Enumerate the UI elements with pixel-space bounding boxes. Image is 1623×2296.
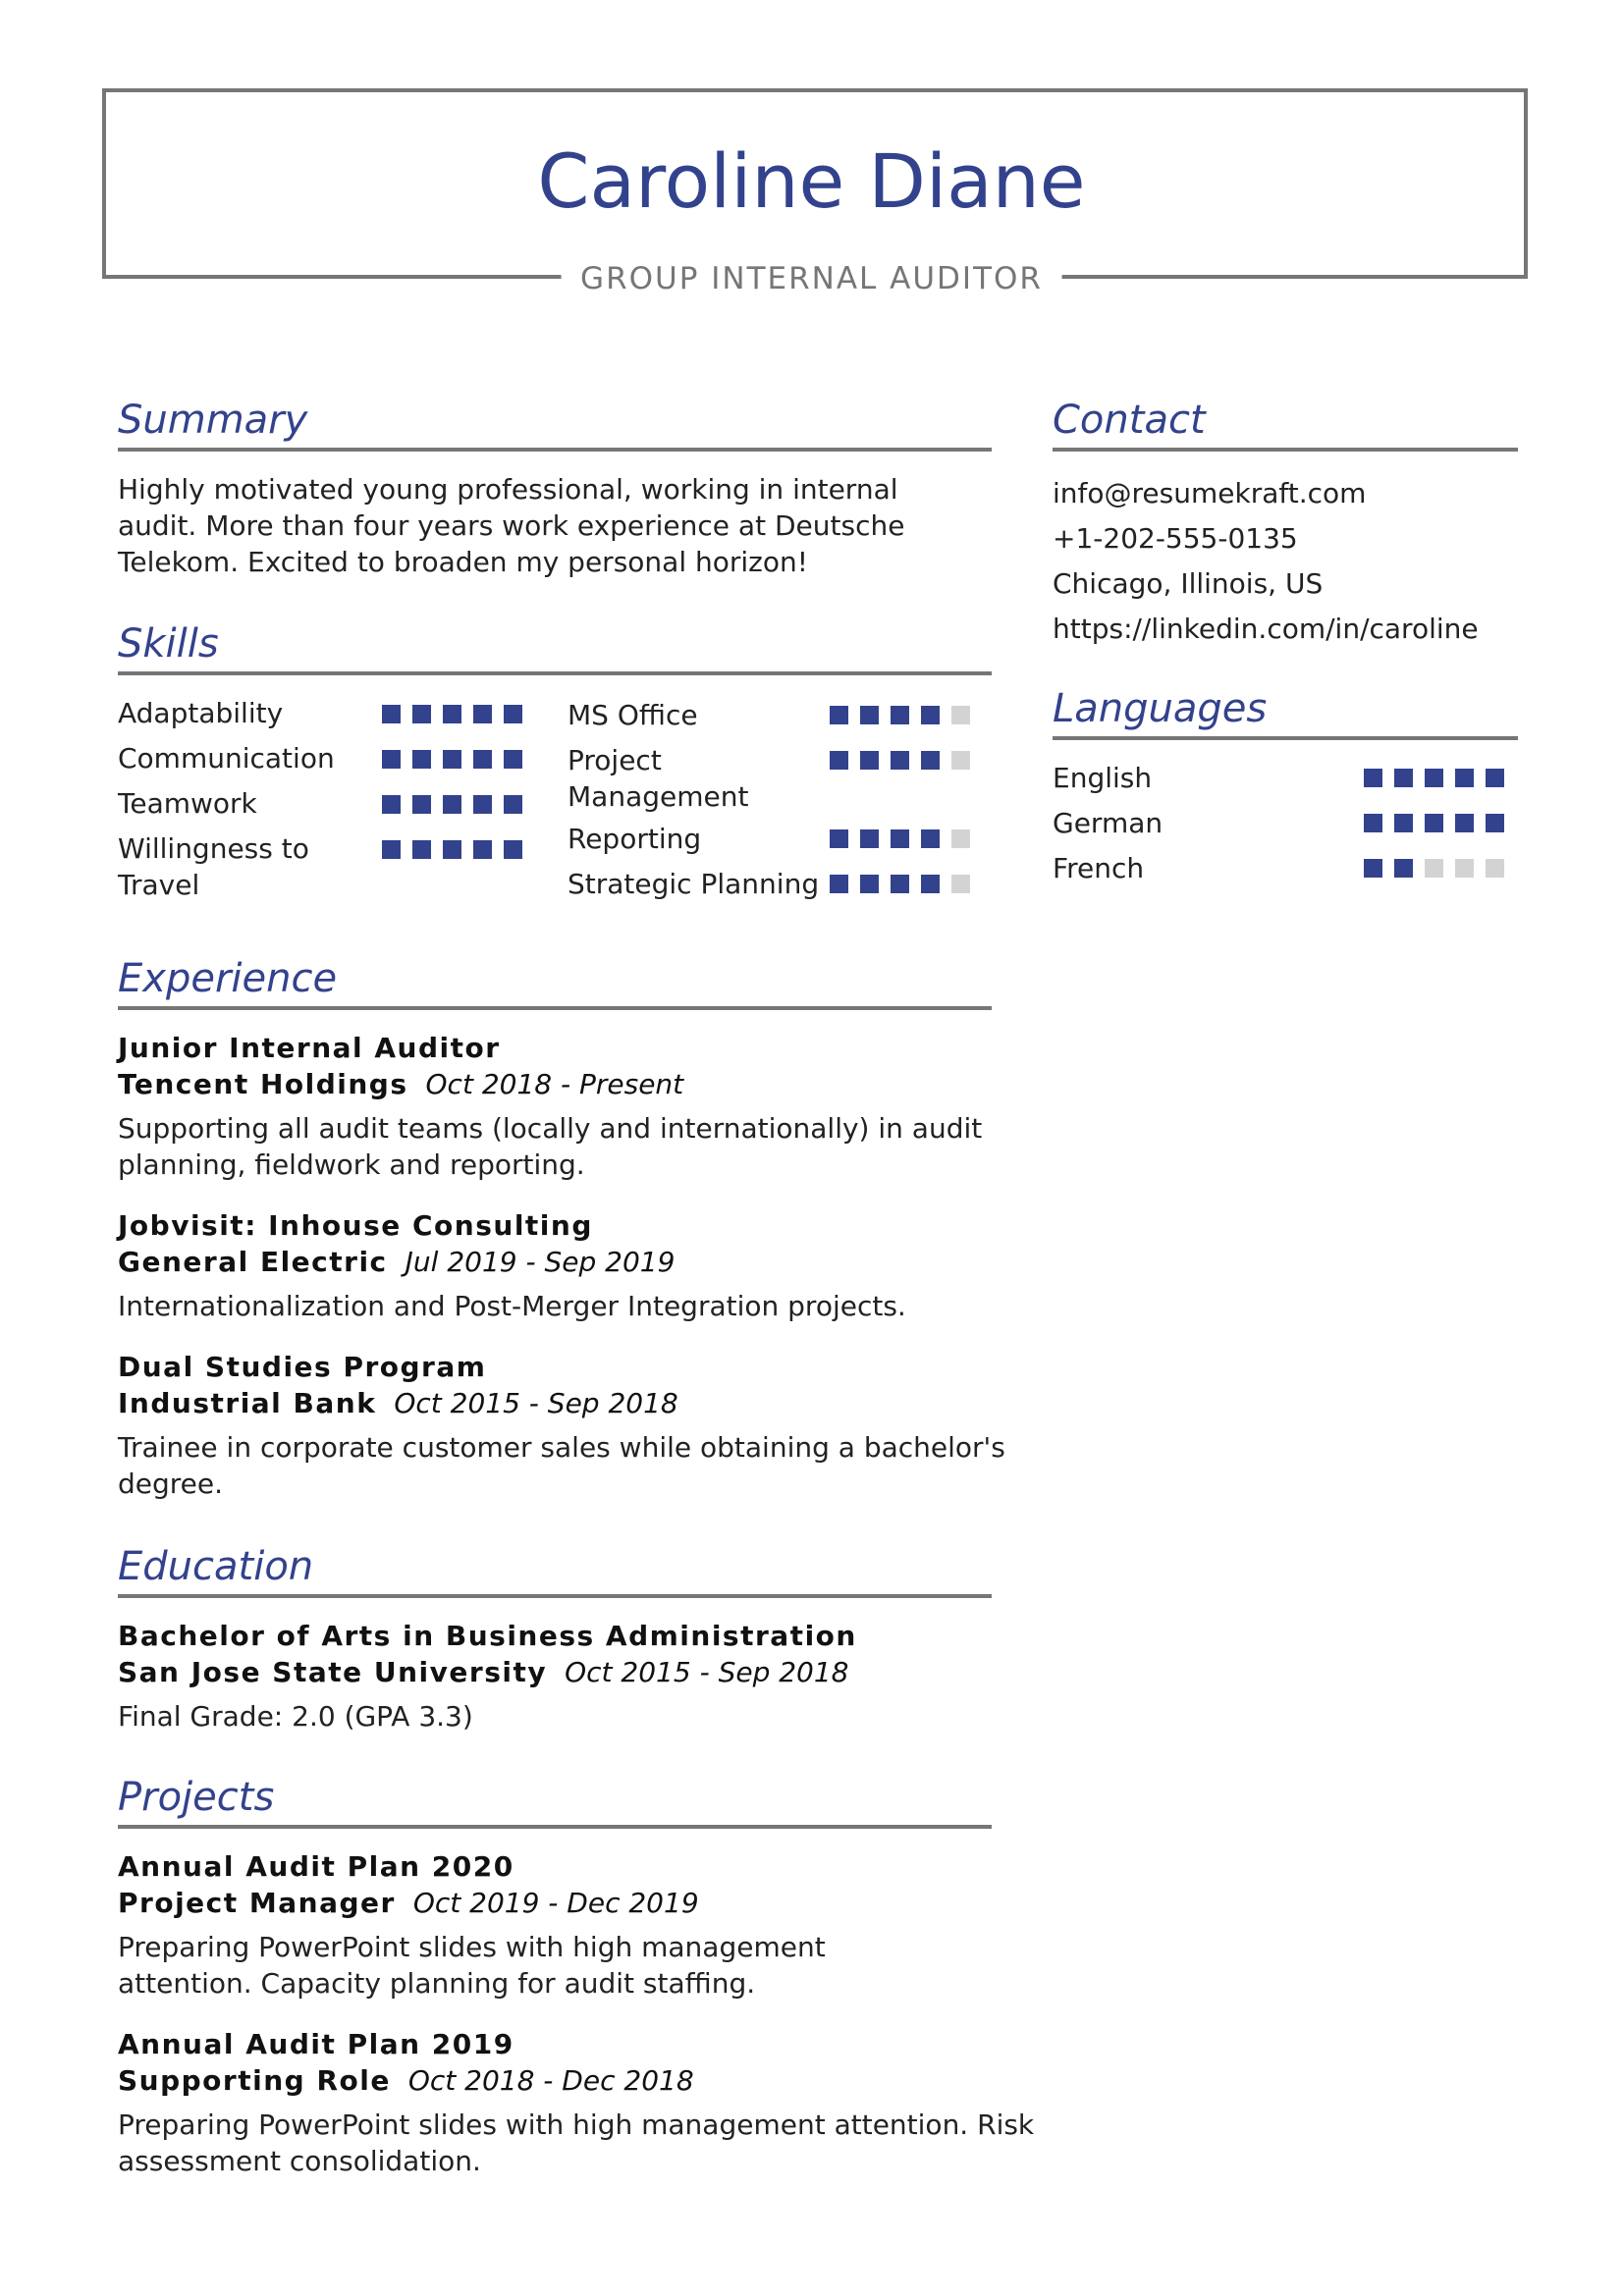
languages-rule xyxy=(1053,736,1518,740)
rating-square-filled xyxy=(473,840,492,859)
contact-linkedin[interactable]: https://linkedin.com/in/caroline xyxy=(1053,613,1479,645)
entry-line: Internationalization and Post-Merger Integration projects. xyxy=(118,1290,906,1322)
skill-item xyxy=(118,785,257,822)
entry-org: Project Manager xyxy=(118,1887,396,1919)
rating-square-filled xyxy=(921,706,940,724)
language-rating xyxy=(1364,769,1504,787)
languages-heading: Languages xyxy=(1053,686,1268,731)
entry-line: Trainee in corporate customer sales while obtaining a bachelor's xyxy=(118,1431,1005,1464)
language-name: English xyxy=(1053,762,1153,794)
rating-square-filled xyxy=(473,750,492,769)
summary-line: audit. More than four years work experience at Deutsche xyxy=(118,509,905,542)
education-entry xyxy=(118,1618,857,1735)
rating-square-filled xyxy=(830,875,848,893)
contact-location: Chicago, Illinois, US xyxy=(1053,567,1324,600)
skill-rating xyxy=(382,750,522,769)
entry-date: Oct 2015 - Sep 2018 xyxy=(394,1387,678,1419)
skill-rating xyxy=(830,875,970,893)
rating-square-filled xyxy=(1425,814,1443,832)
entry-line: Preparing PowerPoint slides with high management xyxy=(118,1931,826,1963)
contact-rule xyxy=(1053,448,1518,452)
experience-rule xyxy=(118,1006,992,1010)
rating-square-filled xyxy=(1425,769,1443,787)
rating-square-filled xyxy=(412,750,431,769)
entry-line: degree. xyxy=(118,1468,224,1500)
rating-square-filled xyxy=(504,840,522,859)
entry-title: Annual Audit Plan 2019 xyxy=(118,2028,514,2060)
skill-name: Willingness to xyxy=(118,832,309,865)
rating-square-filled xyxy=(921,751,940,770)
entry-line: Preparing PowerPoint slides with high management attention. Risk xyxy=(118,2109,1035,2141)
summary-rule xyxy=(118,448,992,452)
entry-org: Supporting Role xyxy=(118,2064,391,2097)
rating-square-filled xyxy=(921,875,940,893)
project-entry xyxy=(118,1848,826,2002)
entry-org: San Jose State University xyxy=(118,1656,548,1688)
rating-square-empty xyxy=(951,875,970,893)
contact-heading: Contact xyxy=(1053,398,1206,443)
entry-line: planning, fieldwork and reporting. xyxy=(118,1148,585,1181)
skill-name: Strategic Planning xyxy=(568,868,820,900)
rating-square-filled xyxy=(412,795,431,814)
rating-square-empty xyxy=(951,751,970,770)
rating-square-filled xyxy=(1486,814,1504,832)
entry-org: General Electric xyxy=(118,1246,388,1278)
rating-square-filled xyxy=(860,706,879,724)
rating-square-filled xyxy=(1394,814,1413,832)
entry-title: Jobvisit: Inhouse Consulting xyxy=(118,1209,593,1242)
skill-item xyxy=(568,742,748,815)
skill-name: Project xyxy=(568,744,662,776)
rating-square-filled xyxy=(860,751,879,770)
rating-square-filled xyxy=(1364,769,1382,787)
entry-date: Oct 2019 - Dec 2019 xyxy=(412,1887,699,1919)
rating-square-filled xyxy=(830,706,848,724)
rating-square-filled xyxy=(1455,769,1474,787)
skill-rating xyxy=(382,840,522,859)
candidate-name: Caroline Diane xyxy=(537,137,1086,225)
rating-square-filled xyxy=(1486,769,1504,787)
experience-entry xyxy=(118,1030,982,1183)
experience-heading: Experience xyxy=(118,956,338,1001)
job-title: GROUP INTERNAL AUDITOR xyxy=(561,260,1062,297)
rating-square-filled xyxy=(443,795,461,814)
skill-name-cont: Travel xyxy=(118,869,200,901)
skill-name-cont: Management xyxy=(568,780,749,813)
education-heading: Education xyxy=(118,1544,314,1589)
entry-line: Final Grade: 2.0 (GPA 3.3) xyxy=(118,1700,473,1733)
skill-name: Reporting xyxy=(568,823,702,855)
rating-square-filled xyxy=(830,751,848,770)
rating-square-empty xyxy=(1486,859,1504,878)
entry-date: Oct 2015 - Sep 2018 xyxy=(565,1656,849,1688)
experience-entry xyxy=(118,1207,906,1324)
skill-item xyxy=(568,821,701,857)
entry-title: Annual Audit Plan 2020 xyxy=(118,1850,514,1883)
skill-rating xyxy=(382,795,522,814)
entry-line: assessment consolidation. xyxy=(118,2145,481,2177)
skill-name: Communication xyxy=(118,742,335,774)
language-name: French xyxy=(1053,852,1145,884)
entry-date: Jul 2019 - Sep 2019 xyxy=(405,1246,676,1278)
contact-phone[interactable]: +1-202-555-0135 xyxy=(1053,522,1298,555)
rating-square-filled xyxy=(443,840,461,859)
skill-name: MS Office xyxy=(568,699,698,731)
entry-date: Oct 2018 - Dec 2018 xyxy=(407,2064,694,2097)
rating-square-filled xyxy=(504,705,522,723)
education-rule xyxy=(118,1594,992,1598)
skill-rating xyxy=(382,705,522,723)
rating-square-filled xyxy=(504,750,522,769)
skill-rating xyxy=(830,829,970,848)
contact-email[interactable]: info@resumekraft.com xyxy=(1053,477,1367,509)
entry-line: Supporting all audit teams (locally and internationally) in audit xyxy=(118,1112,983,1145)
language-name: German xyxy=(1053,807,1163,839)
skill-rating xyxy=(830,706,970,724)
rating-square-filled xyxy=(412,705,431,723)
entry-org: Tencent Holdings xyxy=(118,1068,408,1100)
summary-text xyxy=(118,471,904,580)
projects-heading: Projects xyxy=(118,1775,275,1820)
skill-item xyxy=(118,740,335,776)
skills-rule xyxy=(118,671,992,675)
rating-square-empty xyxy=(951,706,970,724)
rating-square-empty xyxy=(951,829,970,848)
rating-square-empty xyxy=(1455,859,1474,878)
language-rating xyxy=(1364,859,1504,878)
skill-item xyxy=(118,830,309,903)
rating-square-filled xyxy=(860,829,879,848)
rating-square-filled xyxy=(860,875,879,893)
entry-title: Dual Studies Program xyxy=(118,1351,487,1383)
experience-entry xyxy=(118,1349,1005,1502)
skill-name: Teamwork xyxy=(118,787,257,820)
entry-title: Junior Internal Auditor xyxy=(118,1032,501,1064)
rating-square-filled xyxy=(891,751,909,770)
entry-org: Industrial Bank xyxy=(118,1387,377,1419)
summary-heading: Summary xyxy=(118,398,308,443)
rating-square-filled xyxy=(382,795,401,814)
skill-name: Adaptability xyxy=(118,697,284,729)
skill-item xyxy=(568,697,698,733)
rating-square-filled xyxy=(473,795,492,814)
skill-rating xyxy=(830,751,970,770)
entry-line: attention. Capacity planning for audit staffing. xyxy=(118,1967,756,2000)
rating-square-filled xyxy=(1364,814,1382,832)
rating-square-filled xyxy=(473,705,492,723)
rating-square-empty xyxy=(1425,859,1443,878)
projects-rule xyxy=(118,1825,992,1829)
summary-line: Highly motivated young professional, working in internal xyxy=(118,473,898,506)
entry-date: Oct 2018 - Present xyxy=(425,1068,684,1100)
rating-square-filled xyxy=(891,875,909,893)
summary-line: Telekom. Excited to broaden my personal horizon! xyxy=(118,546,808,578)
rating-square-filled xyxy=(830,829,848,848)
entry-title: Bachelor of Arts in Business Administration xyxy=(118,1620,857,1652)
language-rating xyxy=(1364,814,1504,832)
rating-square-filled xyxy=(443,705,461,723)
rating-square-filled xyxy=(412,840,431,859)
rating-square-filled xyxy=(382,705,401,723)
rating-square-filled xyxy=(891,706,909,724)
rating-square-filled xyxy=(1364,859,1382,878)
skill-item xyxy=(118,695,283,731)
rating-square-filled xyxy=(891,829,909,848)
rating-square-filled xyxy=(1394,769,1413,787)
rating-square-filled xyxy=(921,829,940,848)
rating-square-filled xyxy=(1455,814,1474,832)
rating-square-filled xyxy=(443,750,461,769)
rating-square-filled xyxy=(1394,859,1413,878)
skill-item xyxy=(568,866,819,902)
contact-list xyxy=(1053,471,1479,652)
project-entry xyxy=(118,2026,1034,2179)
rating-square-filled xyxy=(504,795,522,814)
rating-square-filled xyxy=(382,840,401,859)
rating-square-filled xyxy=(382,750,401,769)
skills-heading: Skills xyxy=(118,621,219,667)
